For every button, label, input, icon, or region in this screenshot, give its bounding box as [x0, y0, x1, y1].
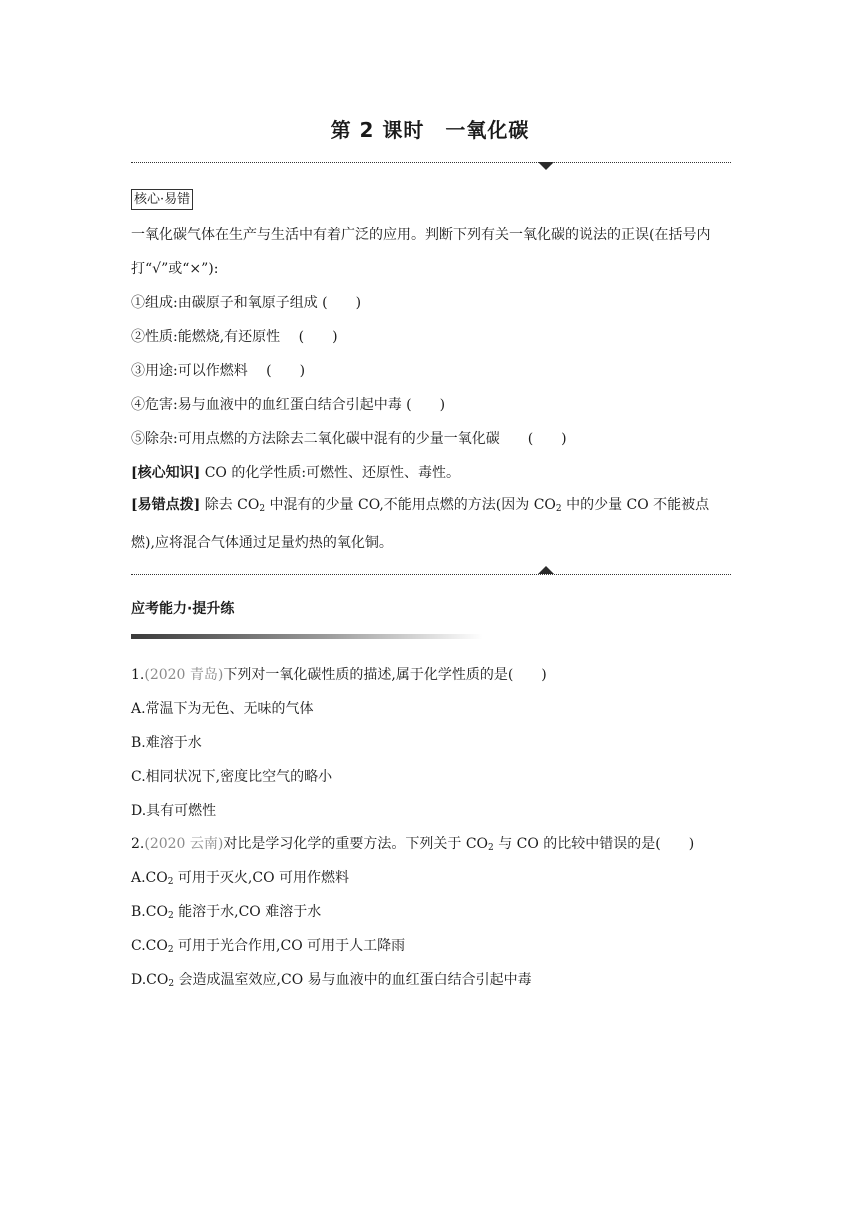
error-tip-text: 中混有的少量 CO,不能用点燃的方法(因为 CO [265, 497, 556, 513]
option-text: 能溶于水,CO 难溶于水 [173, 904, 322, 920]
option-text: A.CO [131, 870, 168, 886]
option-text: 可用于灭火,CO 可用作燃料 [173, 870, 350, 886]
question-source: (2020 青岛) [144, 667, 224, 683]
option-item [131, 969, 532, 989]
error-tip-label: [易错点拨] [131, 497, 201, 513]
subscript: 2 [167, 911, 174, 921]
option-item [131, 867, 349, 887]
option-text: C.CO [131, 938, 168, 954]
page-title: 第 2 课时 一氧化碳 [330, 118, 530, 142]
question-number: 2. [131, 836, 145, 852]
statement-item: ⑤除杂:可用点燃的方法除去二氧化碳中混有的少量一氧化碳 ( ) [131, 431, 567, 447]
core-knowledge-label: [核心知识] [131, 465, 201, 481]
intro-text: 一氧化碳气体在生产与生活中有着广泛的应用。判断下列有关一氧化碳的说法的正误(在括号内打“√”或“×”): [131, 227, 711, 277]
option-item [131, 901, 321, 921]
question-source: (2020 云南) [144, 836, 224, 852]
option-text: 可用于光合作用,CO 可用于人工降雨 [173, 938, 406, 954]
core-knowledge [131, 462, 460, 482]
option-item: B.难溶于水 [131, 735, 202, 751]
error-tip-text: 除去 CO [200, 497, 260, 513]
question-text: 与 CO 的比较中错误的是( ) [493, 836, 695, 852]
error-tip-text: 中的少量 CO 不能被点燃),应将混合气体通过足量灼热的氧化铜。 [131, 497, 710, 551]
error-tip [131, 488, 731, 560]
bottom-divider [131, 574, 731, 575]
option-item: A.常温下为无色、无味的气体 [131, 701, 314, 717]
core-knowledge-text: CO 的化学性质:可燃性、还原性、毒性。 [200, 465, 461, 481]
statement-item: ②性质:能燃烧,有还原性 ( ) [131, 329, 338, 345]
option-item: C.相同状况下,密度比空气的略小 [131, 769, 333, 785]
question-text: 下列对一氧化碳性质的描述,属于化学性质的是( ) [223, 667, 547, 683]
subscript: 2 [259, 504, 266, 514]
statement-item: ③用途:可以作燃料 ( ) [131, 363, 306, 379]
triangle-down-icon [538, 162, 554, 170]
question-1-stem [131, 664, 547, 684]
top-divider [131, 162, 731, 163]
option-item [131, 935, 405, 955]
practice-heading: 应考能力·提升练 [131, 601, 235, 617]
triangle-up-icon [538, 566, 554, 574]
statement-item: ④危害:易与血液中的血红蛋白结合引起中毒 ( ) [131, 397, 446, 413]
subscript: 2 [167, 877, 174, 887]
subscript: 2 [167, 945, 174, 955]
option-text: B.CO [131, 904, 168, 920]
option-item: D.具有可燃性 [131, 803, 217, 819]
subscript: 2 [168, 979, 175, 989]
statement-item: ①组成:由碳原子和氧原子组成 ( ) [131, 295, 362, 311]
subscript: 2 [488, 843, 494, 853]
heading-underline [131, 634, 483, 639]
section-tag: 核心·易错 [131, 189, 193, 210]
question-2-stem [131, 833, 694, 853]
question-text: 对比是学习化学的重要方法。下列关于 CO [223, 836, 489, 852]
subscript: 2 [555, 504, 562, 514]
question-number: 1. [131, 667, 145, 683]
option-text: 会造成温室效应,CO 易与血液中的血红蛋白结合引起中毒 [174, 972, 532, 988]
option-text: D.CO [131, 972, 169, 988]
